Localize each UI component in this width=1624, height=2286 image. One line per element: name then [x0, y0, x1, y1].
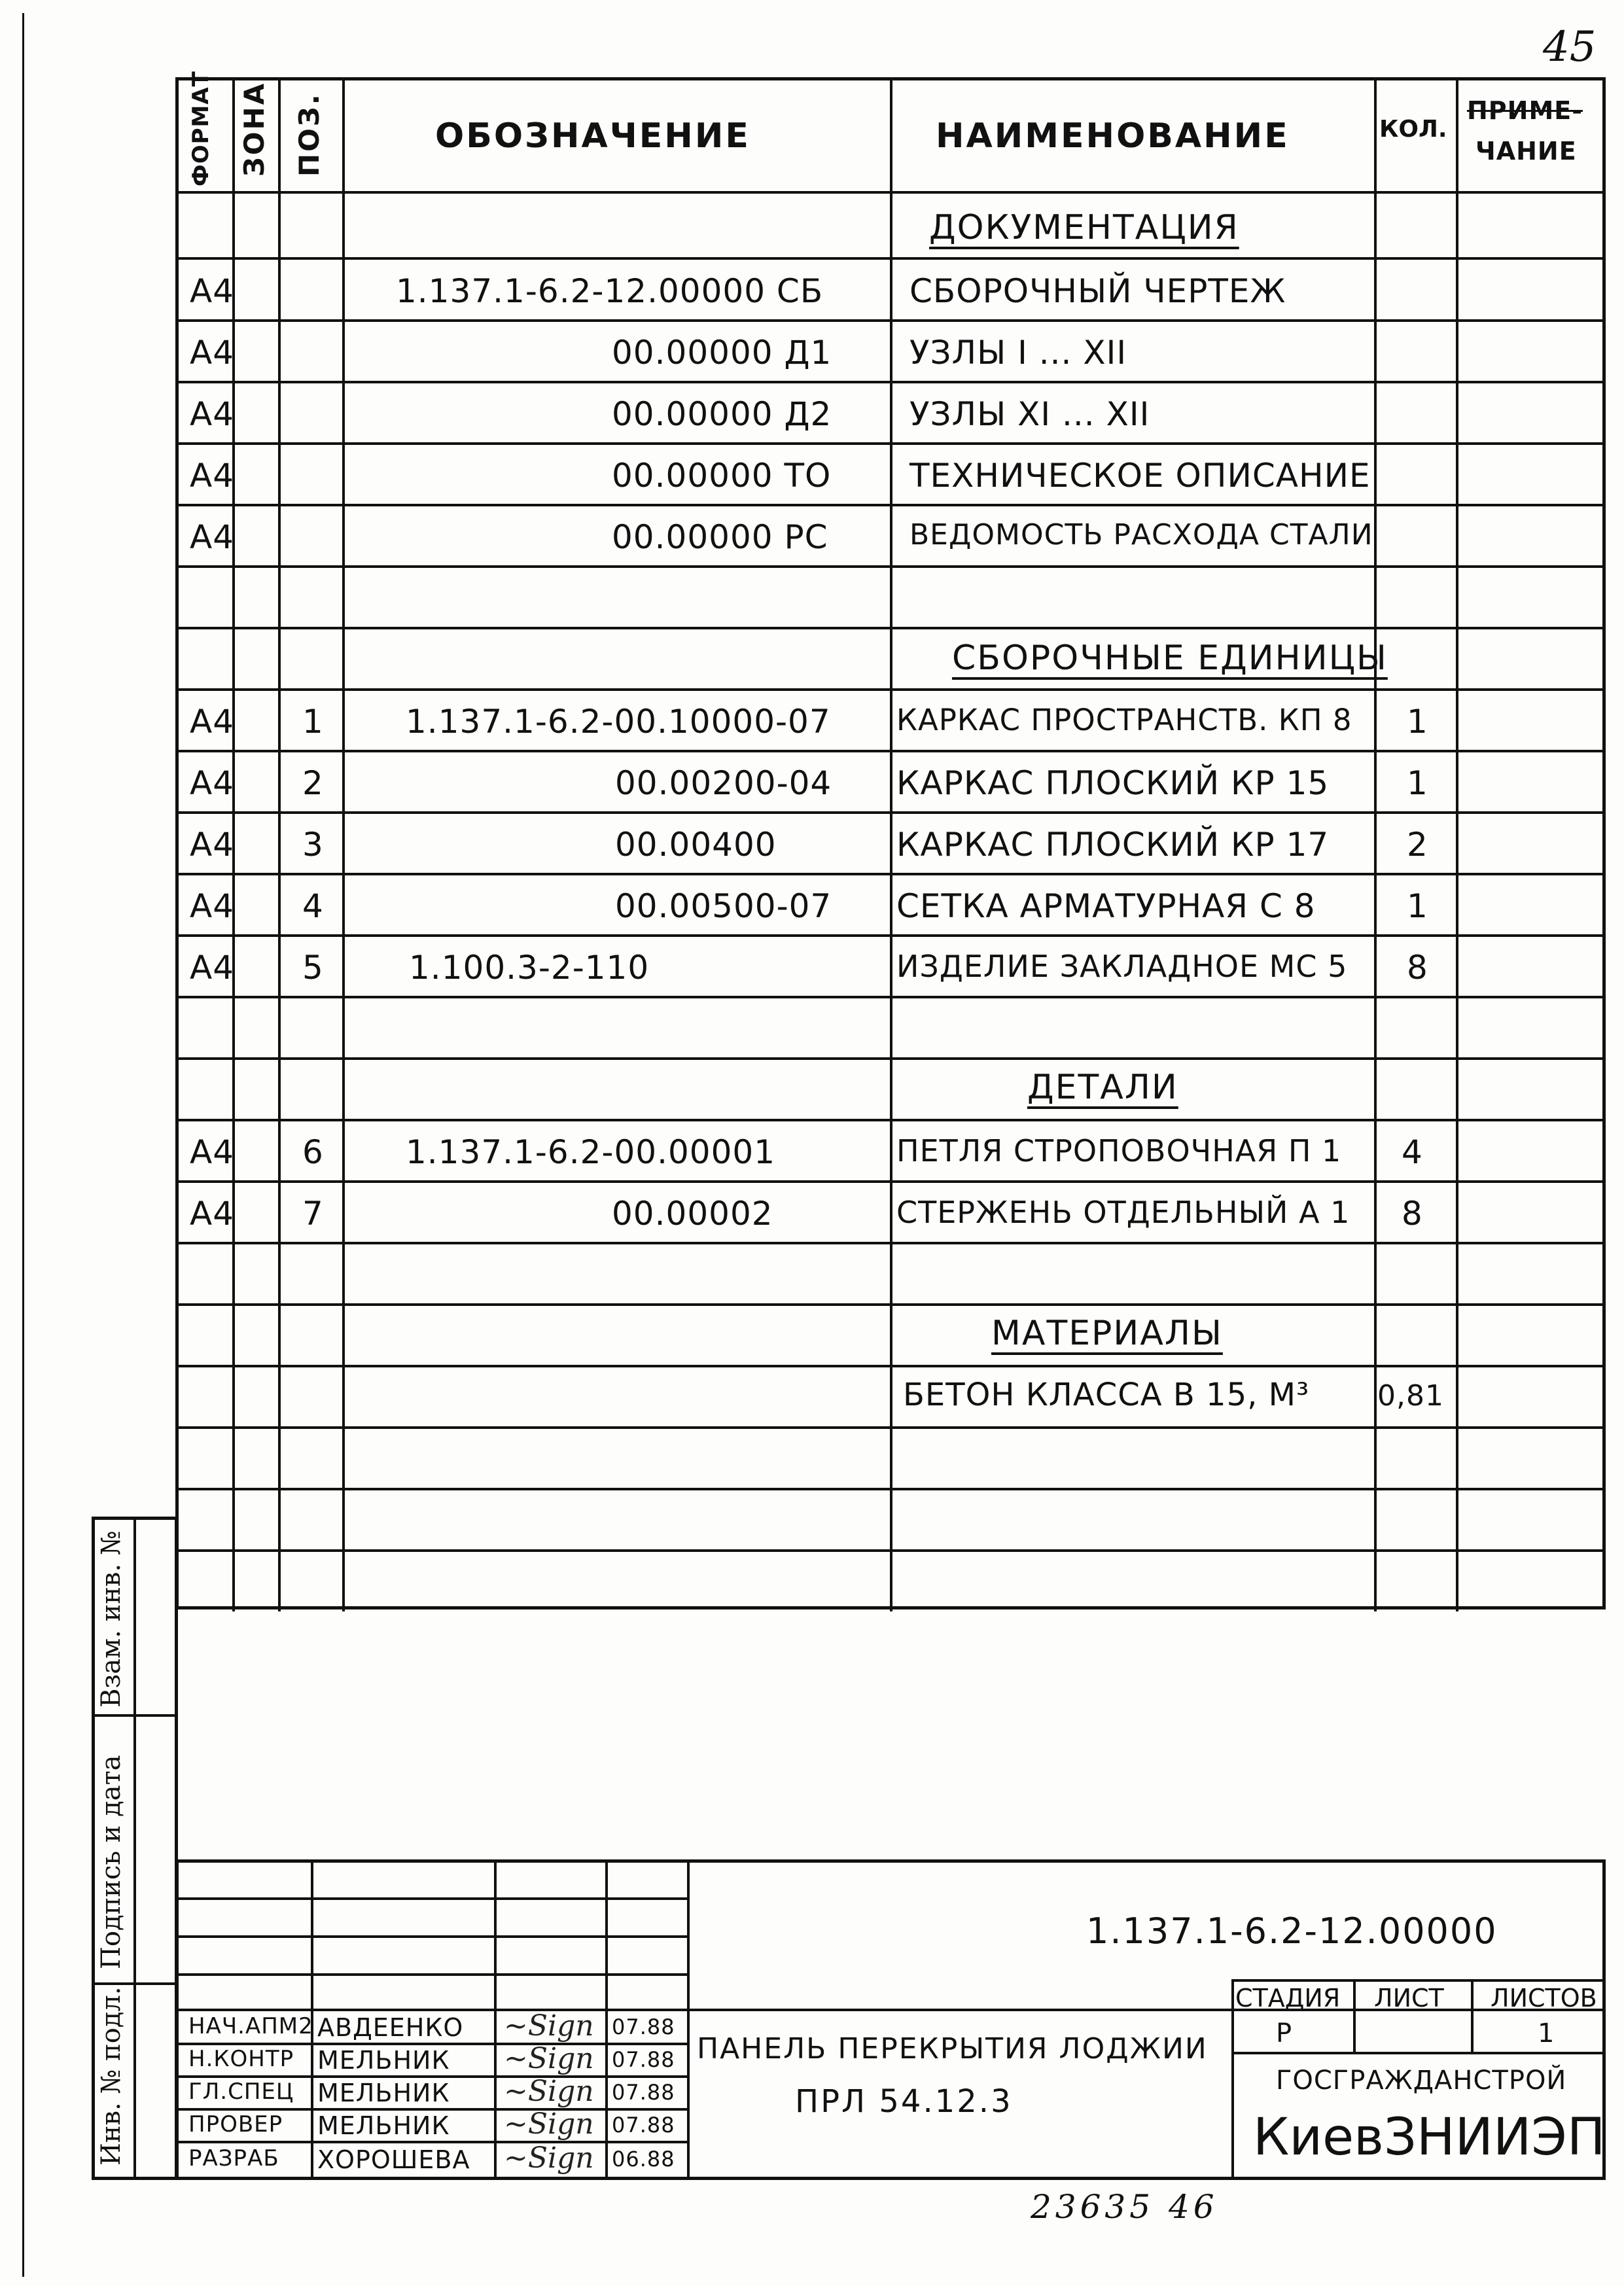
side-label-podpis: Подпись и дата	[96, 1755, 126, 1969]
row-designation: 00.00000 ТО	[612, 457, 832, 495]
row-name: ИЗДЕЛИЕ ЗАКЛАДНОЕ МС 5	[896, 949, 1348, 984]
row-line	[175, 442, 1606, 445]
row-format: А4	[190, 457, 235, 495]
header-note-line1: ПРИМЕ-	[1467, 96, 1583, 125]
row-designation: 00.00200-04	[615, 764, 832, 802]
header-qty: КОЛ.	[1379, 116, 1447, 143]
section-assemblies: СБОРОЧНЫЕ ЕДИНИЦЫ	[952, 639, 1388, 678]
signature: ~Sign	[504, 2075, 594, 2108]
row-qty: 1	[1407, 764, 1428, 802]
tb-line	[175, 2108, 687, 2111]
signature: ~Sign	[504, 2042, 594, 2075]
tb-line	[1471, 1979, 1474, 2052]
title-line1: ПАНЕЛЬ ПЕРЕКРЫТИЯ ЛОДЖИИ	[697, 2032, 1208, 2066]
col-line-qty	[1456, 77, 1458, 1611]
row-pos: 3	[302, 826, 324, 864]
row-pos: 4	[302, 887, 324, 925]
tb-line	[1231, 1979, 1606, 1982]
row-format: А4	[190, 395, 235, 433]
stage-label: СТАДИЯ	[1235, 1984, 1341, 2013]
section-details: ДЕТАЛИ	[1027, 1068, 1178, 1107]
row-name: СЕТКА АРМАТУРНАЯ С 8	[896, 887, 1316, 925]
row-designation: 00.00000 Д1	[612, 334, 832, 372]
row-line	[175, 504, 1606, 506]
row-line	[175, 1426, 1606, 1429]
sign-date: 07.88	[612, 2080, 675, 2105]
signature: ~Sign	[504, 2141, 594, 2175]
row-qty: 8	[1407, 949, 1428, 987]
row-pos: 5	[302, 949, 324, 987]
sign-date: 07.88	[612, 2113, 675, 2137]
row-format: А4	[190, 1133, 235, 1171]
org-name-2: КиевЗНИИЭП	[1253, 2108, 1606, 2167]
sign-date: 06.88	[612, 2147, 675, 2172]
row-format: А4	[190, 1195, 235, 1233]
row-line	[175, 565, 1606, 568]
sheets-value: 1	[1538, 2018, 1555, 2049]
signature: ~Sign	[504, 2009, 594, 2043]
row-line	[175, 1180, 1606, 1183]
section-documentation: ДОКУМЕНТАЦИЯ	[929, 208, 1239, 247]
side-label-inv: Инв. № подл.	[96, 1986, 126, 2166]
page-number: 45	[1543, 23, 1597, 71]
row-format: А4	[190, 703, 235, 741]
role-label: НАЧ.АПМ2	[188, 2013, 313, 2039]
row-name: УЗЛЫ XI ... XII	[909, 395, 1150, 433]
row-designation: 00.00500-07	[615, 887, 832, 925]
row-name: КАРКАС ПРОСТРАНСТВ. КП 8	[896, 703, 1352, 737]
row-pos: 2	[302, 764, 324, 802]
row-line	[175, 1242, 1606, 1244]
stage-value: Р	[1276, 2018, 1292, 2049]
role-label: Н.КОНТР	[188, 2046, 294, 2072]
row-designation: 00.00002	[612, 1195, 773, 1233]
signature: ~Sign	[504, 2107, 594, 2141]
header-pos: ПОЗ.	[293, 92, 325, 177]
tb-line	[605, 1859, 608, 2180]
row-qty: 1	[1407, 703, 1428, 741]
row-format: А4	[190, 764, 235, 802]
row-format: А4	[190, 272, 235, 310]
header-line	[175, 191, 1606, 194]
side-strip-line	[92, 1714, 178, 1717]
row-name: БЕТОН КЛАССА В 15, М³	[903, 1377, 1310, 1413]
tb-line	[175, 1973, 687, 1976]
tb-line	[1231, 2052, 1606, 2054]
row-name: КАРКАС ПЛОСКИЙ КР 17	[896, 826, 1330, 864]
sheets-label: ЛИСТОВ	[1491, 1984, 1597, 2013]
row-line	[175, 257, 1606, 260]
header-name: НАИМЕНОВАНИЕ	[936, 116, 1290, 156]
row-designation: 1.137.1-6.2-12.00000 СБ	[396, 272, 824, 310]
col-line-zone	[278, 77, 281, 1611]
row-format: А4	[190, 949, 235, 987]
row-designation: 1.137.1-6.2-00.00001	[406, 1133, 776, 1171]
tb-line	[175, 1935, 687, 1938]
person-name: МЕЛЬНИК	[317, 2111, 450, 2140]
side-label-vzam: Взам. инв. №	[96, 1530, 126, 1708]
tb-line	[687, 1859, 690, 2180]
section-materials: МАТЕРИАЛЫ	[991, 1314, 1223, 1353]
row-qty: 2	[1407, 826, 1428, 864]
row-qty: 8	[1402, 1195, 1423, 1233]
sheet-label: ЛИСТ	[1374, 1984, 1444, 2013]
row-name: СБОРОЧНЫЙ ЧЕРТЕЖ	[909, 272, 1286, 310]
row-name: СТЕРЖЕНЬ ОТДЕЛЬНЫЙ А 1	[896, 1195, 1350, 1230]
row-line	[175, 1549, 1606, 1552]
row-line	[175, 1119, 1606, 1121]
header-note-line2: ЧАНИЕ	[1475, 137, 1577, 166]
row-format: А4	[190, 334, 235, 372]
tb-line	[175, 2043, 687, 2045]
row-name: ТЕХНИЧЕСКОЕ ОПИСАНИЕ	[909, 457, 1371, 495]
tb-line	[175, 1897, 687, 1900]
row-line	[175, 1365, 1606, 1367]
header-format: ФОРМАТ	[188, 71, 214, 186]
header-designation: ОБОЗНАЧЕНИЕ	[435, 116, 750, 156]
row-pos: 6	[302, 1133, 324, 1171]
row-line	[175, 750, 1606, 752]
row-format: А4	[190, 887, 235, 925]
person-name: МЕЛЬНИК	[317, 2079, 450, 2107]
row-line	[175, 1303, 1606, 1306]
person-name: ХОРОШЕВА	[317, 2145, 470, 2174]
row-name: УЗЛЫ I ... XII	[909, 334, 1127, 372]
row-qty: 4	[1402, 1133, 1423, 1171]
tb-line	[175, 2141, 687, 2143]
tb-line	[175, 2075, 687, 2078]
row-pos: 7	[302, 1195, 324, 1233]
row-line	[175, 688, 1606, 691]
row-name: КАРКАС ПЛОСКИЙ КР 15	[896, 764, 1330, 802]
row-designation: 1.100.3-2-110	[409, 949, 650, 987]
tb-line	[494, 1859, 497, 2180]
row-line	[175, 811, 1606, 814]
row-name: ПЕТЛЯ СТРОПОВОЧНАЯ П 1	[896, 1133, 1342, 1169]
sign-date: 07.88	[612, 2014, 675, 2039]
tb-line	[1353, 1979, 1356, 2052]
row-line	[175, 381, 1606, 383]
doc-code: 1.137.1-6.2-12.00000	[1086, 1910, 1498, 1952]
frame-left-line	[22, 13, 24, 2277]
row-designation: 00.00000 РС	[612, 518, 828, 556]
row-line	[175, 319, 1606, 322]
sign-date: 07.88	[612, 2047, 675, 2072]
row-line	[175, 996, 1606, 998]
col-line-name	[1374, 77, 1377, 1611]
row-line	[175, 1057, 1606, 1060]
row-designation: 00.00400	[615, 826, 777, 864]
row-line	[175, 1488, 1606, 1490]
col-line-designation	[890, 77, 892, 1611]
title-line2: ПРЛ 54.12.3	[795, 2083, 1013, 2120]
bottom-number: 23635 46	[1031, 2188, 1218, 2226]
row-line	[175, 873, 1606, 875]
tb-line	[1231, 1979, 1234, 2180]
col-line-pos	[342, 77, 345, 1611]
org-name-1: ГОСГРАЖДАНСТРОЙ	[1276, 2066, 1567, 2096]
row-pos: 1	[302, 703, 324, 741]
row-format: А4	[190, 826, 235, 864]
person-name: МЕЛЬНИК	[317, 2046, 450, 2075]
row-qty: 0,81	[1377, 1379, 1444, 1413]
row-qty: 1	[1407, 887, 1428, 925]
role-label: РАЗРАБ	[188, 2145, 279, 2172]
header-zone: ЗОНА	[238, 81, 270, 177]
row-name: ВЕДОМОСТЬ РАСХОДА СТАЛИ	[909, 518, 1373, 552]
row-designation: 00.00000 Д2	[612, 395, 832, 433]
side-strip-divider	[133, 1517, 136, 2180]
row-line	[175, 934, 1606, 937]
row-designation: 1.137.1-6.2-00.10000-07	[406, 703, 831, 741]
role-label: ГЛ.СПЕЦ	[188, 2079, 294, 2105]
person-name: АВДЕЕНКО	[317, 2013, 464, 2042]
side-strip-line	[92, 1982, 178, 1985]
row-format: А4	[190, 518, 235, 556]
role-label: ПРОВЕР	[188, 2111, 283, 2137]
row-line	[175, 627, 1606, 629]
